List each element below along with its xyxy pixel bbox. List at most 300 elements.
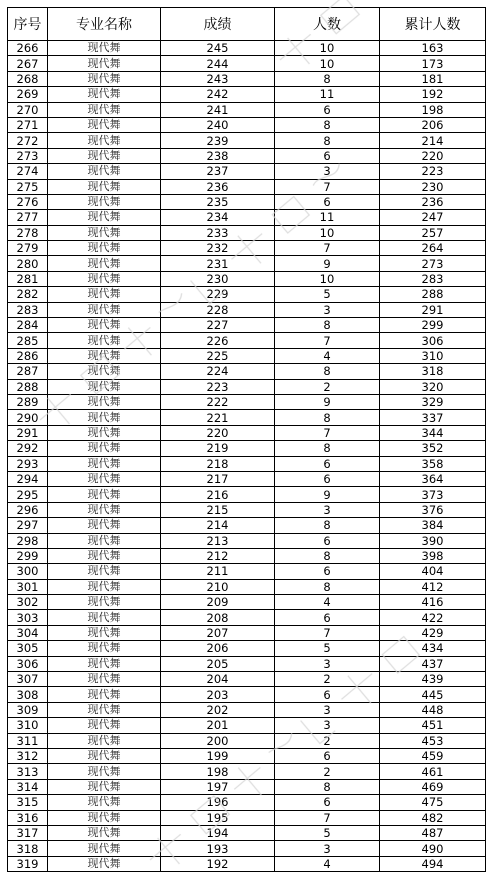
row-index: 313: [8, 764, 48, 779]
row-index: 302: [8, 595, 48, 610]
row-index: 296: [8, 502, 48, 517]
row-cumulative: 306: [380, 333, 486, 348]
row-major: 现代舞: [48, 425, 161, 440]
row-score: 209: [161, 595, 275, 610]
row-count: 8: [275, 133, 380, 148]
row-score: 212: [161, 548, 275, 563]
row-score: 225: [161, 348, 275, 363]
row-index: 292: [8, 441, 48, 456]
row-score: 228: [161, 302, 275, 317]
row-score: 230: [161, 271, 275, 286]
table-row: [8, 779, 486, 794]
table-row: [8, 533, 486, 548]
row-count: 2: [275, 379, 380, 394]
row-count: 8: [275, 441, 380, 456]
row-score: 224: [161, 364, 275, 379]
row-score: 226: [161, 333, 275, 348]
table-row: [8, 702, 486, 717]
table-row: [8, 518, 486, 533]
row-cumulative: 257: [380, 225, 486, 240]
row-cumulative: 318: [380, 364, 486, 379]
row-index: 271: [8, 117, 48, 132]
row-index: 294: [8, 471, 48, 486]
table-row: [8, 194, 486, 209]
row-major: 现代舞: [48, 456, 161, 471]
row-major: 现代舞: [48, 764, 161, 779]
row-score: 207: [161, 625, 275, 640]
row-cumulative: 181: [380, 71, 486, 86]
row-major: 现代舞: [48, 56, 161, 71]
row-major: 现代舞: [48, 748, 161, 763]
table-row: [8, 394, 486, 409]
table-row: [8, 333, 486, 348]
row-major: 现代舞: [48, 487, 161, 502]
row-score: 193: [161, 841, 275, 856]
row-cumulative: 198: [380, 102, 486, 117]
table-row: [8, 748, 486, 763]
row-cumulative: 206: [380, 117, 486, 132]
row-major: 现代舞: [48, 256, 161, 271]
table-row: [8, 441, 486, 456]
row-index: 267: [8, 56, 48, 71]
score-table: [7, 7, 486, 872]
table-row: [8, 764, 486, 779]
row-major: 现代舞: [48, 394, 161, 409]
row-cumulative: 373: [380, 487, 486, 502]
row-count: 8: [275, 364, 380, 379]
row-major: 现代舞: [48, 687, 161, 702]
row-score: 216: [161, 487, 275, 502]
row-major: 现代舞: [48, 71, 161, 86]
row-index: 305: [8, 641, 48, 656]
row-count: 7: [275, 810, 380, 825]
table-row: [8, 456, 486, 471]
row-cumulative: 448: [380, 702, 486, 717]
row-major: 现代舞: [48, 564, 161, 579]
row-index: 285: [8, 333, 48, 348]
table-body: [8, 41, 486, 872]
table-row: [8, 271, 486, 286]
table-row: [8, 133, 486, 148]
header-count: 人数: [275, 8, 380, 41]
table-row: [8, 179, 486, 194]
row-cumulative: 192: [380, 87, 486, 102]
row-index: 269: [8, 87, 48, 102]
row-cumulative: 461: [380, 764, 486, 779]
row-index: 318: [8, 841, 48, 856]
row-index: 299: [8, 548, 48, 563]
table-header-row: [8, 8, 486, 41]
row-index: 270: [8, 102, 48, 117]
row-score: 242: [161, 87, 275, 102]
row-index: 266: [8, 41, 48, 56]
table-row: [8, 718, 486, 733]
table-row: [8, 410, 486, 425]
row-major: 现代舞: [48, 318, 161, 333]
row-cumulative: 358: [380, 456, 486, 471]
row-major: 现代舞: [48, 441, 161, 456]
row-score: 201: [161, 718, 275, 733]
row-index: 290: [8, 410, 48, 425]
row-index: 278: [8, 225, 48, 240]
table-row: [8, 364, 486, 379]
row-cumulative: 329: [380, 394, 486, 409]
row-index: 317: [8, 825, 48, 840]
table-row: [8, 379, 486, 394]
row-major: 现代舞: [48, 41, 161, 56]
row-count: 9: [275, 487, 380, 502]
row-score: 227: [161, 318, 275, 333]
row-score: 205: [161, 656, 275, 671]
row-index: 312: [8, 748, 48, 763]
row-count: 5: [275, 641, 380, 656]
row-cumulative: 223: [380, 164, 486, 179]
row-count: 2: [275, 733, 380, 748]
row-index: 295: [8, 487, 48, 502]
row-index: 304: [8, 625, 48, 640]
row-score: 235: [161, 194, 275, 209]
row-score: 215: [161, 502, 275, 517]
row-index: 274: [8, 164, 48, 179]
row-score: 197: [161, 779, 275, 794]
table-row: [8, 579, 486, 594]
row-count: 7: [275, 425, 380, 440]
row-cumulative: 398: [380, 548, 486, 563]
row-score: 222: [161, 394, 275, 409]
row-score: 243: [161, 71, 275, 86]
row-major: 现代舞: [48, 625, 161, 640]
row-cumulative: 469: [380, 779, 486, 794]
row-score: 223: [161, 379, 275, 394]
row-major: 现代舞: [48, 364, 161, 379]
row-count: 9: [275, 256, 380, 271]
row-cumulative: 291: [380, 302, 486, 317]
row-score: 229: [161, 287, 275, 302]
row-count: 6: [275, 564, 380, 579]
row-count: 6: [275, 533, 380, 548]
row-index: 315: [8, 795, 48, 810]
row-cumulative: 273: [380, 256, 486, 271]
row-major: 现代舞: [48, 579, 161, 594]
header-cumulative: 累计人数: [380, 8, 486, 41]
row-major: 现代舞: [48, 856, 161, 871]
row-cumulative: 310: [380, 348, 486, 363]
row-count: 6: [275, 456, 380, 471]
row-count: 7: [275, 179, 380, 194]
row-cumulative: 459: [380, 748, 486, 763]
row-cumulative: 482: [380, 810, 486, 825]
row-score: 206: [161, 641, 275, 656]
row-cumulative: 264: [380, 241, 486, 256]
row-major: 现代舞: [48, 271, 161, 286]
row-index: 275: [8, 179, 48, 194]
row-count: 10: [275, 41, 380, 56]
row-score: 214: [161, 518, 275, 533]
row-cumulative: 230: [380, 179, 486, 194]
row-score: 204: [161, 672, 275, 687]
header-major: 专业名称: [48, 8, 161, 41]
row-index: 272: [8, 133, 48, 148]
row-cumulative: 236: [380, 194, 486, 209]
row-cumulative: 416: [380, 595, 486, 610]
table-row: [8, 687, 486, 702]
row-count: 6: [275, 148, 380, 163]
row-count: 3: [275, 841, 380, 856]
row-count: 6: [275, 748, 380, 763]
row-major: 现代舞: [48, 148, 161, 163]
table-row: [8, 672, 486, 687]
row-cumulative: 451: [380, 718, 486, 733]
row-score: 208: [161, 610, 275, 625]
row-major: 现代舞: [48, 825, 161, 840]
row-index: 273: [8, 148, 48, 163]
row-count: 6: [275, 610, 380, 625]
row-score: 210: [161, 579, 275, 594]
row-index: 316: [8, 810, 48, 825]
table-row: [8, 302, 486, 317]
row-cumulative: 494: [380, 856, 486, 871]
row-major: 现代舞: [48, 718, 161, 733]
row-score: 217: [161, 471, 275, 486]
row-score: 218: [161, 456, 275, 471]
row-major: 现代舞: [48, 841, 161, 856]
row-count: 6: [275, 687, 380, 702]
row-index: 309: [8, 702, 48, 717]
row-index: 287: [8, 364, 48, 379]
table-row: [8, 610, 486, 625]
row-index: 284: [8, 318, 48, 333]
row-count: 11: [275, 210, 380, 225]
row-count: 6: [275, 795, 380, 810]
row-score: 203: [161, 687, 275, 702]
table-row: [8, 287, 486, 302]
row-cumulative: 453: [380, 733, 486, 748]
row-index: 301: [8, 579, 48, 594]
row-index: 297: [8, 518, 48, 533]
table-row: [8, 241, 486, 256]
row-count: 2: [275, 764, 380, 779]
row-cumulative: 220: [380, 148, 486, 163]
table-row: [8, 71, 486, 86]
row-score: 195: [161, 810, 275, 825]
row-index: 293: [8, 456, 48, 471]
row-score: 192: [161, 856, 275, 871]
row-cumulative: 163: [380, 41, 486, 56]
row-score: 211: [161, 564, 275, 579]
row-count: 7: [275, 241, 380, 256]
row-count: 2: [275, 672, 380, 687]
row-score: 231: [161, 256, 275, 271]
table-row: [8, 425, 486, 440]
row-score: 236: [161, 179, 275, 194]
header-index: 序号: [8, 8, 48, 41]
row-index: 280: [8, 256, 48, 271]
row-score: 240: [161, 117, 275, 132]
row-score: 232: [161, 241, 275, 256]
table-row: [8, 318, 486, 333]
row-cumulative: 214: [380, 133, 486, 148]
row-score: 244: [161, 56, 275, 71]
table-row: [8, 56, 486, 71]
row-cumulative: 437: [380, 656, 486, 671]
row-count: 6: [275, 194, 380, 209]
row-major: 现代舞: [48, 610, 161, 625]
row-count: 5: [275, 287, 380, 302]
row-cumulative: 445: [380, 687, 486, 702]
row-count: 4: [275, 856, 380, 871]
row-major: 现代舞: [48, 410, 161, 425]
table-row: [8, 348, 486, 363]
row-score: 239: [161, 133, 275, 148]
table-row: [8, 733, 486, 748]
row-count: 10: [275, 271, 380, 286]
row-index: 279: [8, 241, 48, 256]
row-major: 现代舞: [48, 471, 161, 486]
row-score: 200: [161, 733, 275, 748]
table-row: [8, 564, 486, 579]
table-row: [8, 548, 486, 563]
row-major: 现代舞: [48, 672, 161, 687]
row-major: 现代舞: [48, 733, 161, 748]
row-cumulative: 364: [380, 471, 486, 486]
row-count: 3: [275, 702, 380, 717]
row-count: 3: [275, 164, 380, 179]
table-row: [8, 810, 486, 825]
row-index: 283: [8, 302, 48, 317]
table-row: [8, 225, 486, 240]
table-row: [8, 641, 486, 656]
row-score: 213: [161, 533, 275, 548]
table-row: [8, 625, 486, 640]
row-index: 281: [8, 271, 48, 286]
row-major: 现代舞: [48, 133, 161, 148]
row-score: 238: [161, 148, 275, 163]
row-major: 现代舞: [48, 333, 161, 348]
row-index: 310: [8, 718, 48, 733]
row-index: 319: [8, 856, 48, 871]
row-major: 现代舞: [48, 518, 161, 533]
table-row: [8, 795, 486, 810]
row-count: 4: [275, 595, 380, 610]
row-count: 8: [275, 71, 380, 86]
table-row: [8, 148, 486, 163]
row-count: 3: [275, 302, 380, 317]
row-cumulative: 320: [380, 379, 486, 394]
table-row: [8, 210, 486, 225]
row-major: 现代舞: [48, 702, 161, 717]
row-major: 现代舞: [48, 194, 161, 209]
row-index: 306: [8, 656, 48, 671]
table-row: [8, 164, 486, 179]
row-count: 9: [275, 394, 380, 409]
row-score: 241: [161, 102, 275, 117]
row-index: 286: [8, 348, 48, 363]
row-score: 237: [161, 164, 275, 179]
row-cumulative: 412: [380, 579, 486, 594]
row-major: 现代舞: [48, 102, 161, 117]
row-major: 现代舞: [48, 117, 161, 132]
row-major: 现代舞: [48, 241, 161, 256]
row-count: 7: [275, 625, 380, 640]
row-cumulative: 384: [380, 518, 486, 533]
row-index: 288: [8, 379, 48, 394]
row-major: 现代舞: [48, 810, 161, 825]
row-cumulative: 490: [380, 841, 486, 856]
row-score: 196: [161, 795, 275, 810]
row-count: 7: [275, 333, 380, 348]
row-score: 202: [161, 702, 275, 717]
row-index: 300: [8, 564, 48, 579]
row-index: 276: [8, 194, 48, 209]
row-score: 233: [161, 225, 275, 240]
row-cumulative: 247: [380, 210, 486, 225]
row-count: 8: [275, 518, 380, 533]
table-row: [8, 825, 486, 840]
row-cumulative: 299: [380, 318, 486, 333]
row-index: 282: [8, 287, 48, 302]
row-count: 10: [275, 225, 380, 240]
row-major: 现代舞: [48, 656, 161, 671]
row-score: 234: [161, 210, 275, 225]
row-count: 3: [275, 502, 380, 517]
row-major: 现代舞: [48, 595, 161, 610]
row-index: 291: [8, 425, 48, 440]
row-count: 3: [275, 656, 380, 671]
row-count: 8: [275, 410, 380, 425]
row-count: 3: [275, 718, 380, 733]
row-cumulative: 352: [380, 441, 486, 456]
row-major: 现代舞: [48, 287, 161, 302]
row-index: 314: [8, 779, 48, 794]
row-score: 198: [161, 764, 275, 779]
row-cumulative: 337: [380, 410, 486, 425]
row-cumulative: 390: [380, 533, 486, 548]
row-cumulative: 422: [380, 610, 486, 625]
row-count: 5: [275, 825, 380, 840]
row-cumulative: 475: [380, 795, 486, 810]
row-major: 现代舞: [48, 87, 161, 102]
table-row: [8, 87, 486, 102]
row-index: 307: [8, 672, 48, 687]
row-index: 311: [8, 733, 48, 748]
row-cumulative: 173: [380, 56, 486, 71]
table-row: [8, 487, 486, 502]
row-count: 8: [275, 548, 380, 563]
row-score: 219: [161, 441, 275, 456]
row-cumulative: 404: [380, 564, 486, 579]
row-score: 194: [161, 825, 275, 840]
row-count: 8: [275, 579, 380, 594]
row-major: 现代舞: [48, 502, 161, 517]
table-row: [8, 471, 486, 486]
table-row: [8, 102, 486, 117]
row-count: 6: [275, 102, 380, 117]
row-count: 11: [275, 87, 380, 102]
row-score: 221: [161, 410, 275, 425]
table-row: [8, 656, 486, 671]
row-major: 现代舞: [48, 779, 161, 794]
table-row: [8, 856, 486, 871]
row-count: 10: [275, 56, 380, 71]
row-major: 现代舞: [48, 179, 161, 194]
table-row: [8, 595, 486, 610]
row-major: 现代舞: [48, 210, 161, 225]
row-major: 现代舞: [48, 795, 161, 810]
row-index: 308: [8, 687, 48, 702]
row-cumulative: 439: [380, 672, 486, 687]
row-cumulative: 487: [380, 825, 486, 840]
row-index: 298: [8, 533, 48, 548]
